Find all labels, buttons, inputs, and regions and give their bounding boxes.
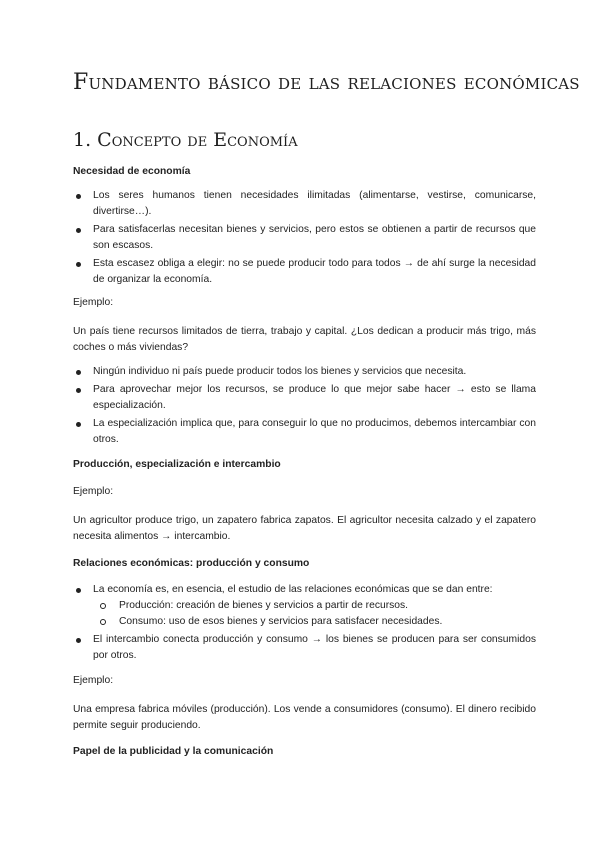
bullet-list-relaciones <box>73 582 536 666</box>
example-paragraph: Un agricultor produce trigo, un zapatero fabrica zapatos. El agricultor necesita calzado y el zapatero necesita alimentos → intercambio. <box>73 515 536 542</box>
bullet-list-necesidad <box>73 188 536 290</box>
list-item-text: La economía es, en esencia, el estudio de las relaciones económicas que se dan entre: <box>93 584 493 595</box>
list-item: El intercambio conecta producción y consumo → los bienes se producen para ser consumidos por otros. <box>73 632 536 664</box>
section-heading: 1. Concepto de Economía <box>73 129 298 151</box>
example-label: Ejemplo: <box>73 486 114 497</box>
list-item: Esta escasez obliga a elegir: no se puede producir todo para todos → de ahí surge la necesidad de organizar la economía. <box>73 256 536 288</box>
sub-list-item: Producción: creación de bienes y servicios a partir de recursos. <box>93 598 536 614</box>
list-item: Los seres humanos tienen necesidades ilimitadas (alimentarse, vestirse, comunicarse, divertirse…). <box>73 188 536 220</box>
example-label: Ejemplo: <box>73 297 114 308</box>
subheading-publicidad: Papel de la publicidad y la comunicación <box>73 746 274 757</box>
list-item: Ningún individuo ni país puede producir todos los bienes y servicios que necesita. <box>73 364 536 380</box>
example-paragraph: Un país tiene recursos limitados de tierra, trabajo y capital. ¿Los dedican a producir más trigo, más coches o más viviendas? <box>73 326 536 353</box>
document-title: Fundamento básico de las relaciones económicas <box>73 70 580 95</box>
subheading-relaciones: Relaciones económicas: producción y consumo <box>73 558 310 569</box>
list-item: Para aprovechar mejor los recursos, se produce lo que mejor sabe hacer → esto se llama especialización. <box>73 382 536 414</box>
subheading-produccion: Producción, especialización e intercambio <box>73 459 281 470</box>
bullet-list-especializacion <box>73 364 536 450</box>
list-item <box>73 582 536 630</box>
sub-list-item: Consumo: uso de esos bienes y servicios para satisfacer necesidades. <box>93 614 536 630</box>
example-paragraph: Una empresa fabrica móviles (producción). Los vende a consumidores (consumo). El dinero recibido permite seguir produciendo. <box>73 704 536 731</box>
subheading-necesidad: Necesidad de economía <box>73 166 191 177</box>
example-label: Ejemplo: <box>73 675 114 686</box>
list-item: Para satisfacerlas necesitan bienes y servicios, pero estos se obtienen a partir de recursos que son escasos. <box>73 222 536 254</box>
sub-list <box>93 598 536 630</box>
list-item: La especialización implica que, para conseguir lo que no producimos, debemos intercambiar con otros. <box>73 416 536 448</box>
